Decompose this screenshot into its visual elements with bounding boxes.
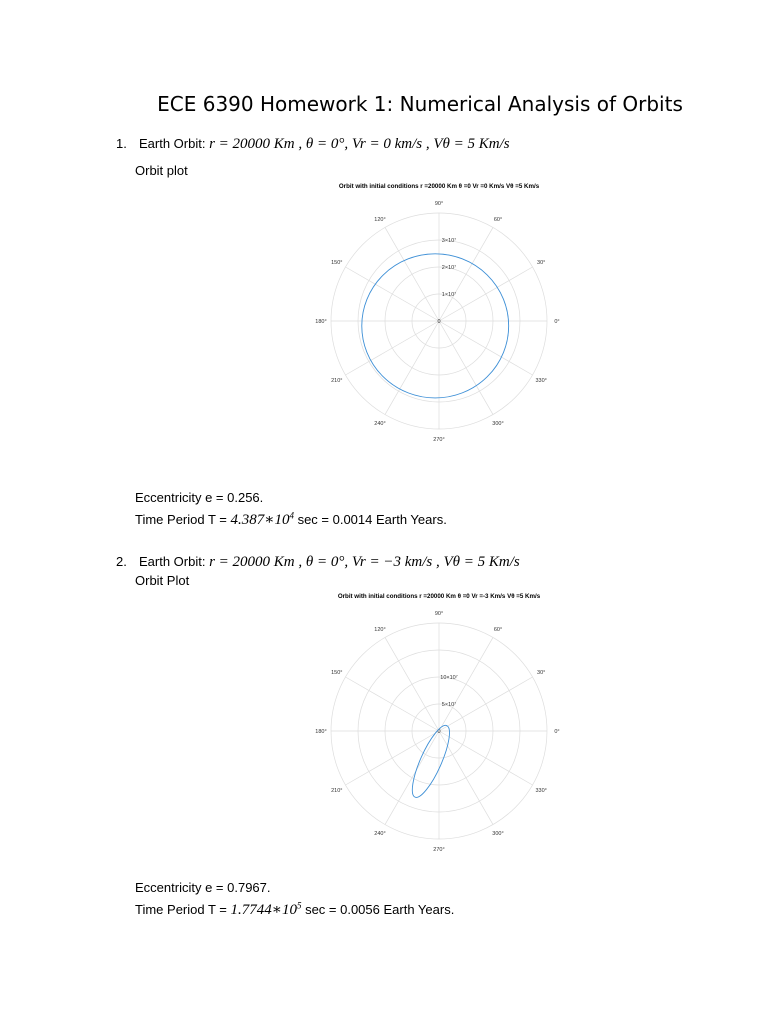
grid-spoke <box>385 637 439 731</box>
angle-tick-label: 240° <box>374 831 386 838</box>
angle-tick-label: 210° <box>331 788 343 794</box>
grid-spoke <box>345 677 439 731</box>
radial-tick-label: 1×10⁷ <box>441 292 457 298</box>
q2-eccentricity: Eccentricity e = 0.7967. <box>135 880 271 895</box>
radial-tick-label: 10×10⁷ <box>440 675 458 681</box>
angle-tick-label: 120° <box>374 216 386 223</box>
grid-spoke <box>439 731 533 785</box>
grid-spoke <box>385 227 439 321</box>
chart-title: Orbit with initial conditions r =20000 Km θ =0 Vr =0 Km/s Vθ =5 Km/s <box>338 183 540 190</box>
orbit-polar-plot-2 <box>300 586 580 862</box>
orbit-trajectory <box>405 721 456 801</box>
angle-tick-label: 150° <box>331 260 343 266</box>
document-title: ECE 6390 Homework 1: Numerical Analysis of Orbits <box>157 92 683 116</box>
angle-tick-label: 60° <box>493 216 503 223</box>
angle-tick-label: 60° <box>493 626 503 633</box>
item-number-1: 1. <box>116 136 127 151</box>
q1-heading-prefix: Earth Orbit: <box>139 136 210 151</box>
radial-tick-label: 0 <box>437 319 441 325</box>
radial-tick-label: 3×10⁷ <box>441 238 457 244</box>
q1-period-suffix: sec = 0.0014 Earth Years. <box>293 512 447 527</box>
angle-tick-label: 270° <box>433 437 445 443</box>
angle-tick-label: 180° <box>315 729 327 735</box>
q2-heading-math: r = 20000 Km , θ = 0°, Vr = −3 km/s , Vθ = 5 Km/s <box>209 554 520 570</box>
q2-period-prefix: Time Period T = <box>135 902 231 917</box>
q1-period-mantissa: 4.387∗10 <box>230 512 290 528</box>
angle-tick-label: 90° <box>434 611 444 617</box>
grid-spoke <box>345 731 439 785</box>
radial-tick-label: 2×10⁷ <box>441 265 457 271</box>
angle-tick-label: 270° <box>433 847 445 853</box>
angle-tick-label: 150° <box>331 670 343 676</box>
angle-tick-label: 330° <box>535 788 547 794</box>
angle-tick-label: 120° <box>374 626 386 633</box>
radial-tick-label: 5×10⁷ <box>441 702 457 708</box>
angle-tick-label: 0° <box>554 319 560 325</box>
grid-spoke <box>345 267 439 321</box>
q2-plot-label: Orbit Plot <box>135 573 190 588</box>
grid-spoke <box>439 637 493 731</box>
q2-period-suffix: sec = 0.0056 Earth Years. <box>301 902 455 917</box>
orbit-trajectory <box>362 254 509 398</box>
angle-tick-label: 90° <box>434 201 444 207</box>
q1-plot-label: Orbit plot <box>135 163 188 178</box>
angle-tick-label: 240° <box>374 421 386 428</box>
q1-heading <box>139 136 510 153</box>
angle-tick-label: 300° <box>492 831 504 838</box>
q1-time-period <box>135 510 447 529</box>
orbit-polar-plot-1 <box>300 176 580 452</box>
q2-period-mantissa: 1.7744∗10 <box>230 902 297 918</box>
angle-tick-label: 330° <box>535 378 547 384</box>
q1-period-exponent: 4 <box>289 510 294 521</box>
angle-tick-label: 300° <box>492 421 504 428</box>
q2-period-exponent: 5 <box>296 900 302 911</box>
q1-eccentricity: Eccentricity e = 0.256. <box>135 490 264 505</box>
q2-time-period <box>135 900 454 919</box>
grid-spoke <box>439 321 493 415</box>
angle-tick-label: 210° <box>331 378 343 384</box>
q1-period-prefix: Time Period T = <box>135 512 231 527</box>
angle-tick-label: 0° <box>554 729 560 735</box>
grid-spoke <box>439 321 533 375</box>
radial-tick-label: 0 <box>437 729 441 735</box>
chart-title: Orbit with initial conditions r =20000 Km θ =0 Vr =-3 Km/s Vθ =5 Km/s <box>337 593 541 600</box>
grid-spoke <box>439 731 493 825</box>
q1-heading-math: r = 20000 Km , θ = 0°, Vr = 0 km/s , Vθ = 5 Km/s <box>209 136 510 152</box>
q2-heading <box>139 554 520 571</box>
angle-tick-label: 30° <box>537 670 546 676</box>
grid-spoke <box>345 321 439 375</box>
q2-heading-prefix: Earth Orbit: <box>139 554 210 569</box>
grid-spoke <box>385 321 439 415</box>
grid-spoke <box>385 731 439 825</box>
angle-tick-label: 30° <box>537 260 546 266</box>
item-number-2: 2. <box>116 554 127 569</box>
angle-tick-label: 180° <box>315 319 327 325</box>
